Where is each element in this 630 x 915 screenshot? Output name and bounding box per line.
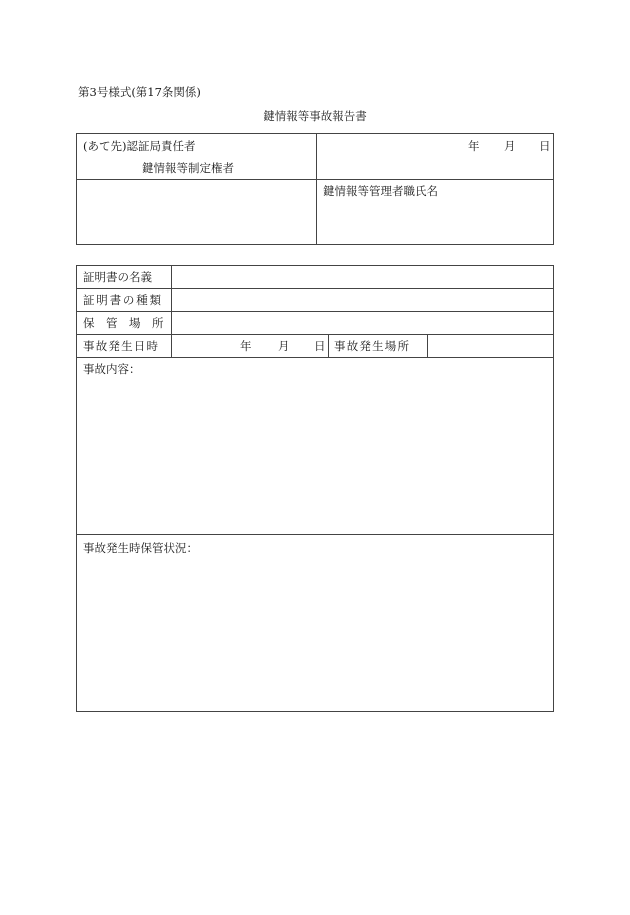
date-day-label: 日 bbox=[539, 139, 551, 153]
incident-month-label: 月 bbox=[278, 339, 290, 353]
document-title: 鍵情報等事故報告書 bbox=[263, 109, 367, 123]
incident-day-label: 日 bbox=[314, 339, 326, 353]
incident-year-label: 年 bbox=[240, 339, 252, 353]
addressee-line-2: 鍵情報等制定権者 bbox=[142, 161, 234, 175]
incident-location-label: 事故発生場所 bbox=[334, 339, 411, 353]
addressee-blank-cell[interactable] bbox=[77, 180, 316, 244]
cert-type-label: 証明書の種類 bbox=[83, 293, 163, 307]
cert-name-field[interactable] bbox=[172, 266, 553, 288]
addressee-line-1: (あて先)認証局責任者 bbox=[83, 139, 196, 153]
table-divider bbox=[328, 335, 329, 357]
manager-name-label: 鍵情報等管理者職氏名 bbox=[323, 184, 438, 198]
incident-location-field[interactable] bbox=[428, 335, 553, 357]
storage-status-label: 事故発生時保管状況： bbox=[83, 541, 198, 555]
incident-date-field[interactable] bbox=[172, 335, 328, 357]
storage-location-label: 保 管 場 所 bbox=[83, 316, 164, 330]
incident-content-label: 事故内容： bbox=[83, 362, 141, 376]
date-year-label: 年 bbox=[468, 139, 480, 153]
report-date-cell[interactable] bbox=[317, 134, 553, 179]
incident-details-table bbox=[76, 265, 554, 712]
manager-name-cell[interactable] bbox=[317, 180, 553, 244]
cert-type-field[interactable] bbox=[172, 289, 553, 311]
storage-status-field[interactable] bbox=[77, 535, 553, 711]
cert-name-label: 証明書の名義 bbox=[83, 270, 152, 284]
addressee-table bbox=[76, 133, 554, 245]
storage-location-field[interactable] bbox=[172, 312, 553, 334]
date-month-label: 月 bbox=[504, 139, 516, 153]
incident-datetime-label: 事故発生日時 bbox=[83, 339, 160, 353]
form-number-label: 第3号様式(第17条関係) bbox=[78, 85, 201, 99]
incident-content-field[interactable] bbox=[77, 358, 553, 534]
